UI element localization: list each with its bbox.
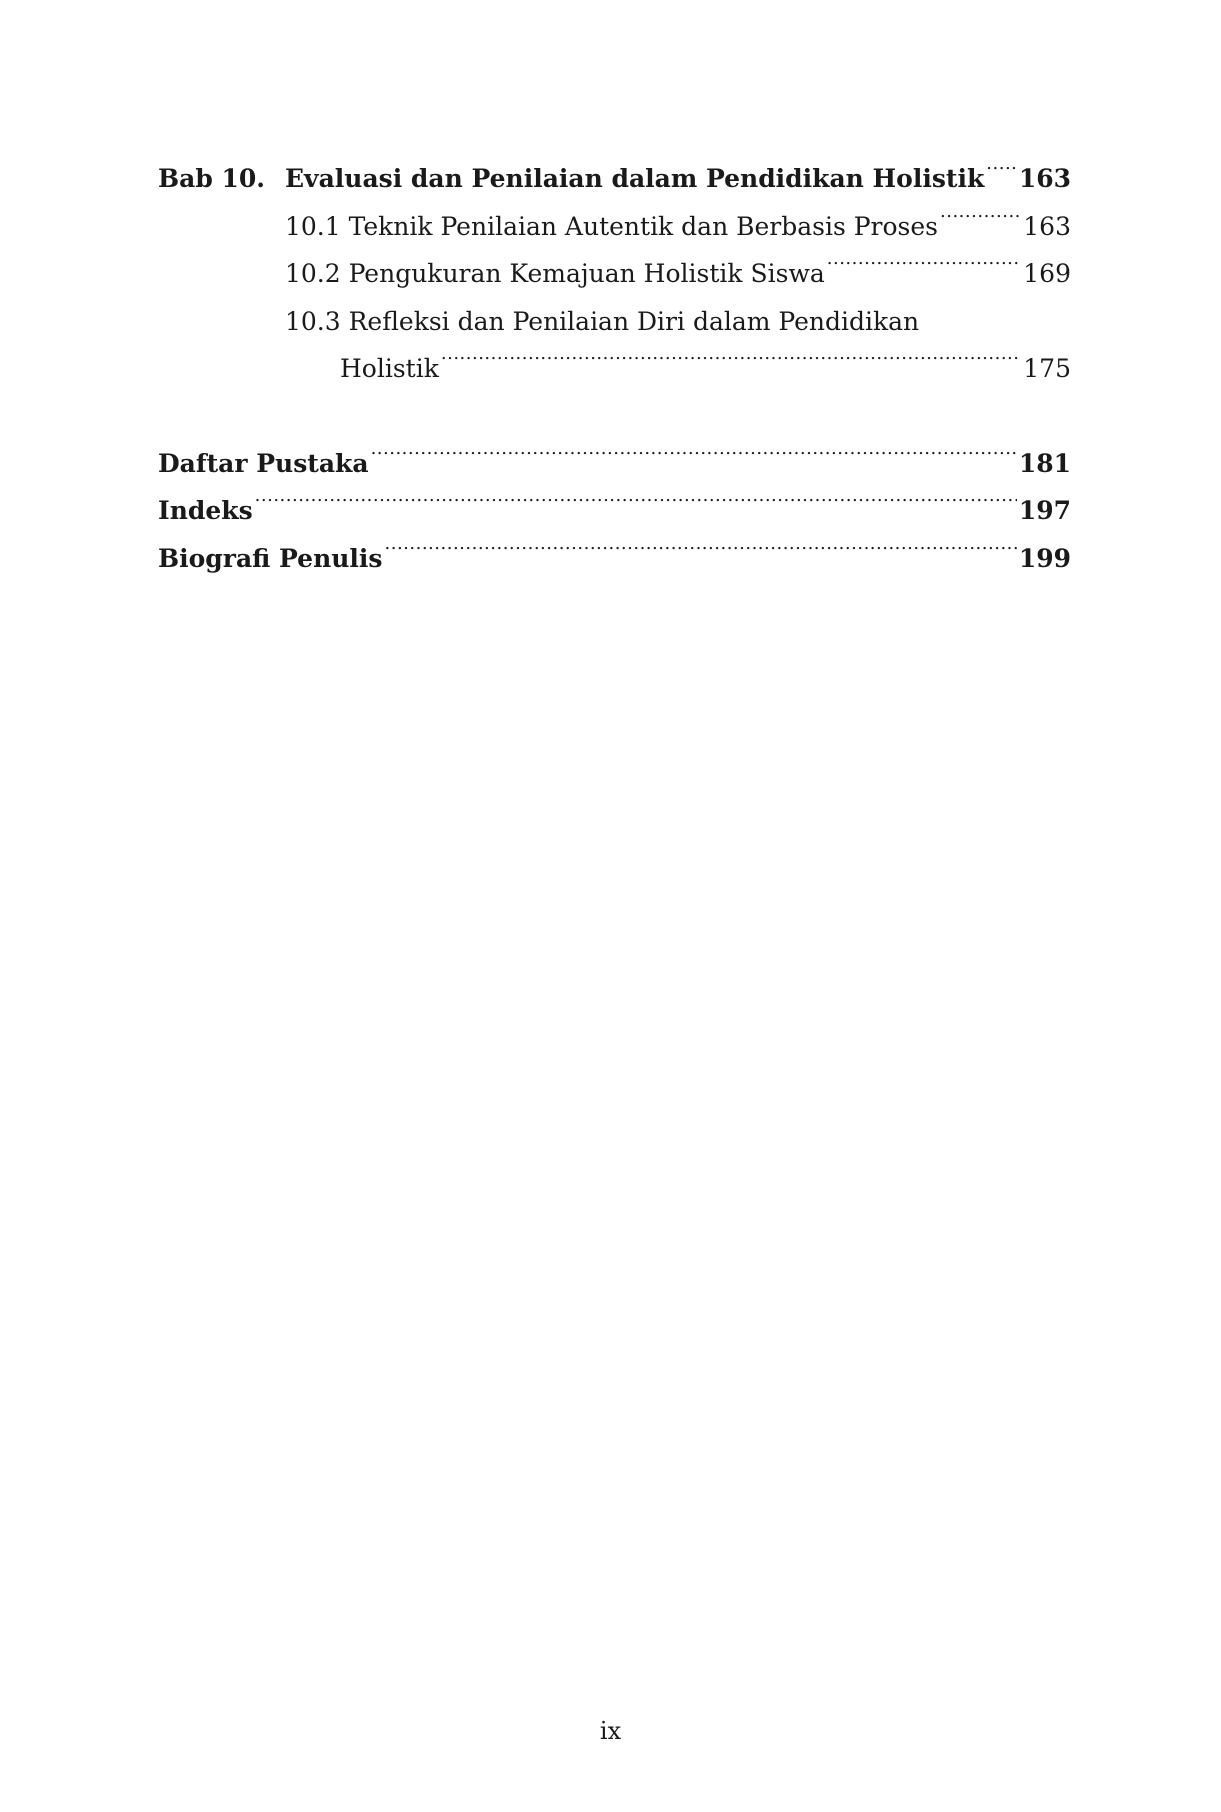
section-title-continuation: Holistik: [340, 354, 439, 383]
dot-leader: [940, 210, 1021, 235]
page-number: 199: [1018, 543, 1071, 573]
page-number: 197: [1018, 496, 1071, 525]
dot-leader: [827, 257, 1022, 282]
entry-title: Indeks: [158, 496, 253, 525]
entry-title: Daftar Pustaka: [158, 448, 369, 478]
page-number: 175: [1023, 354, 1071, 383]
section-title: 10.1 Teknik Penilaian Autentik dan Berbasis Proses: [285, 211, 939, 241]
toc-entry-biografi-penulis[interactable]: [158, 535, 1071, 583]
dot-leader: [986, 162, 1017, 187]
dot-leader: [441, 352, 1021, 377]
toc-entry-section-10-1[interactable]: [158, 203, 1071, 251]
toc-entry-section-10-2[interactable]: [158, 250, 1071, 298]
dot-leader: [385, 542, 1017, 567]
page-number: 169: [1023, 259, 1071, 288]
table-of-contents: [158, 155, 1071, 582]
toc-entry-indeks[interactable]: [158, 487, 1071, 535]
chapter-title: Evaluasi dan Penilaian dalam Pendidikan Holistik: [285, 164, 985, 193]
toc-entry-section-10-3-continuation[interactable]: [158, 345, 1071, 393]
dot-leader: [371, 447, 1017, 472]
page-folio: ix: [599, 1717, 622, 1745]
chapter-number: Bab 10.: [158, 164, 266, 193]
dot-leader: [255, 494, 1017, 519]
toc-entry-section-10-3[interactable]: [158, 298, 1071, 346]
toc-entry-daftar-pustaka[interactable]: [158, 440, 1071, 488]
page-number: 181: [1018, 448, 1071, 478]
page-number: 163: [1023, 211, 1071, 241]
section-title: 10.3 Refleksi dan Penilaian Diri dalam Pendidikan: [285, 306, 920, 336]
section-title: 10.2 Pengukuran Kemajuan Holistik Siswa: [285, 259, 825, 288]
toc-entry-chapter-10[interactable]: [158, 155, 1071, 203]
page-number: 163: [1018, 164, 1071, 193]
entry-title: Biografi Penulis: [158, 543, 383, 573]
